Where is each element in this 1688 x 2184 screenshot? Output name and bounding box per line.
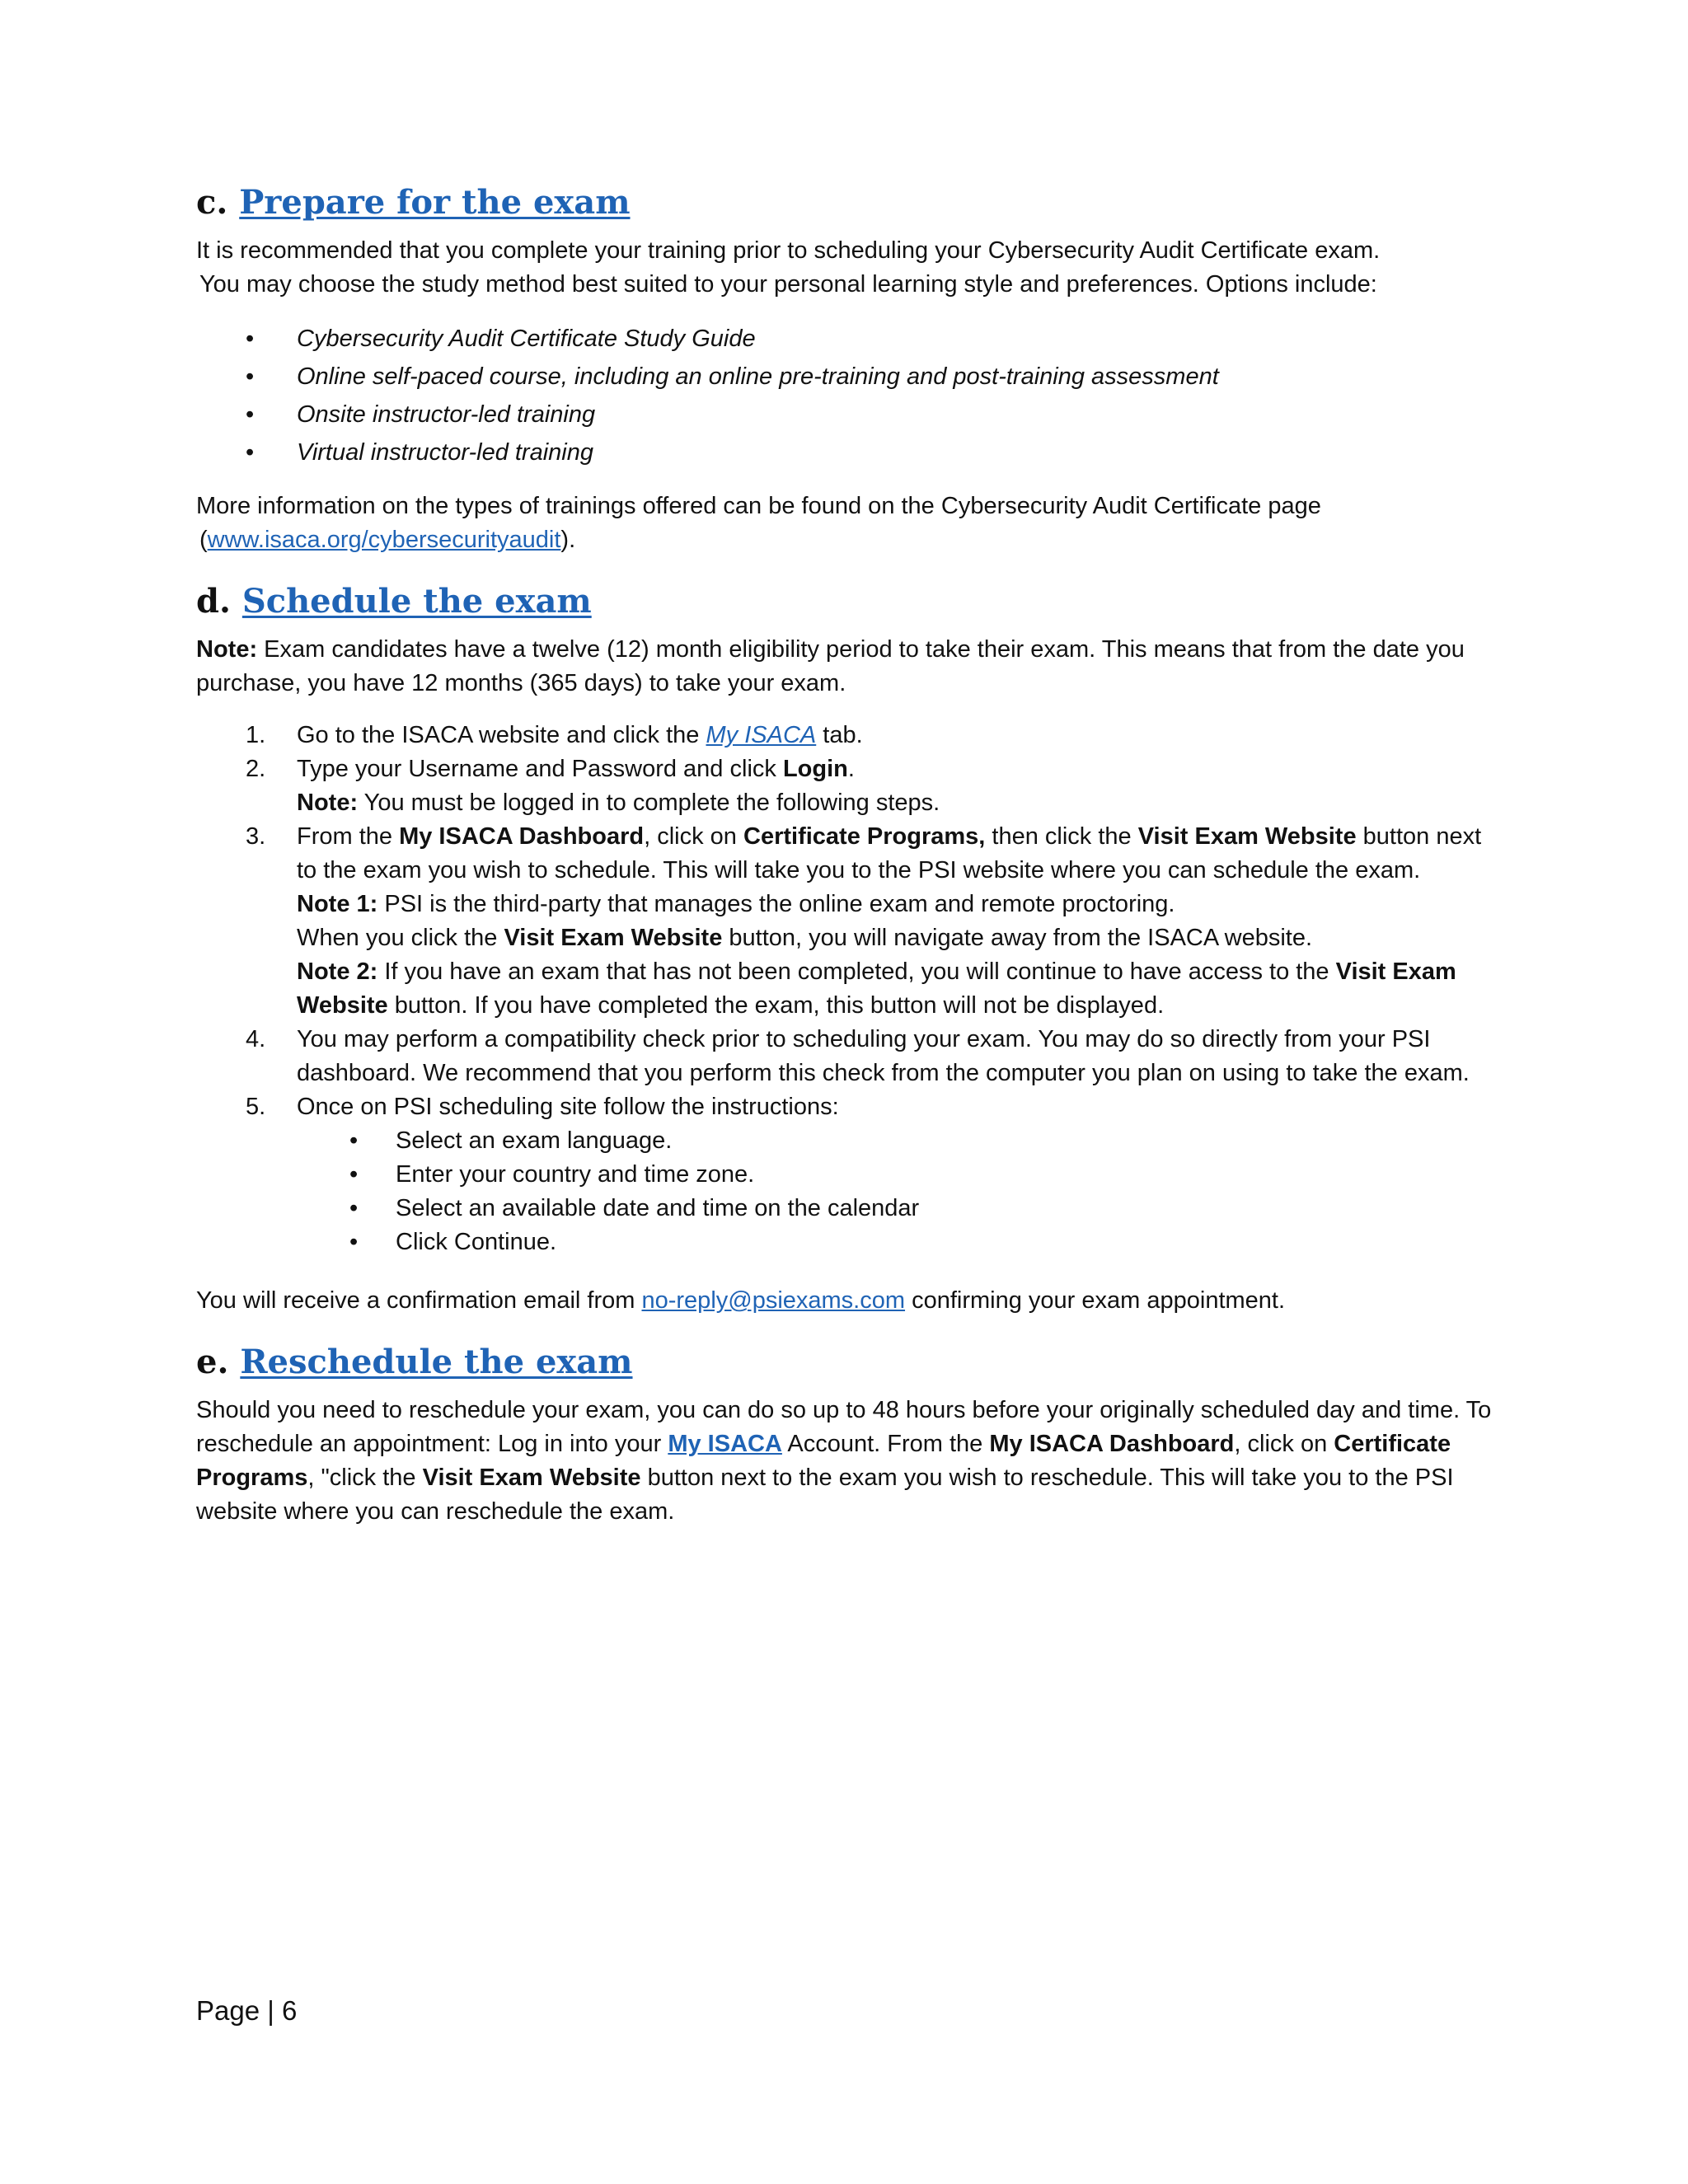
dashboard-label: My ISACA Dashboard xyxy=(989,1431,1235,1457)
certificate-programs-label: Certificate Programs, xyxy=(743,823,986,850)
note-label: Note 1: xyxy=(297,891,378,917)
more-info-link-line xyxy=(196,523,1498,557)
heading-schedule xyxy=(196,582,1498,621)
step-text: From the xyxy=(297,823,400,850)
page-number: Page | 6 xyxy=(196,1995,298,2026)
step-text: Go to the ISACA website and click the xyxy=(297,722,706,748)
step-text: You may perform a compatibility check prior to scheduling your exam. You may do so directly from your PSI dashboard. We recommend that you perform this check from the computer you plan on using to take the exam. xyxy=(297,1026,1470,1086)
step-4 xyxy=(246,1023,1498,1090)
step-text: then click the xyxy=(985,823,1138,850)
confirm-text: You will receive a confirmation email from xyxy=(196,1287,642,1314)
step-text: Type your Username and Password and click xyxy=(297,756,783,782)
visit-exam-website-label: Visit Exam Website xyxy=(1137,823,1357,850)
step-text: button next to the exam you wish to schedule. This will take you to the PSI website where you can schedule the exam. xyxy=(297,823,1482,883)
confirmation-text xyxy=(196,1284,1498,1318)
open-paren: ( xyxy=(199,527,208,553)
schedule-note xyxy=(196,633,1498,701)
close-paren: ). xyxy=(560,527,576,553)
step-2 xyxy=(246,752,1498,820)
list-item: • Enter your country and time zone. xyxy=(396,1158,1498,1192)
step-number: 2. xyxy=(246,756,266,782)
heading-reschedule xyxy=(196,1343,1498,1382)
heading-prefix: e. xyxy=(196,1343,229,1381)
note-label: Note: xyxy=(297,790,359,816)
list-item: • Online self-paced course, including an online pre-training and post-training assessment xyxy=(297,358,1498,396)
dashboard-label: My ISACA Dashboard xyxy=(399,823,645,850)
visit-exam-website-label: Visit Exam Website xyxy=(504,925,723,951)
step-5 xyxy=(246,1090,1498,1259)
step-text: When you click the xyxy=(297,925,504,951)
document-page xyxy=(196,183,1498,1529)
list-item: • Select an available date and time on the calendar xyxy=(396,1192,1498,1226)
step-text: . xyxy=(847,756,855,782)
visit-exam-website-label: Visit Exam Website xyxy=(297,958,1456,1019)
confirm-text: confirming your exam appointment. xyxy=(905,1287,1286,1314)
note-text: PSI is the third-party that manages the online exam and remote proctoring. xyxy=(377,891,1175,917)
prepare-intro-1: It is recommended that you complete your training prior to scheduling your Cybersecurity Audit Certificate exam. xyxy=(196,237,1381,264)
step-number: 5. xyxy=(246,1094,266,1120)
visit-exam-website-label: Visit Exam Website xyxy=(422,1465,641,1491)
step-text: button, you will navigate away from the ISACA website. xyxy=(722,925,1313,951)
prepare-intro-2: You may choose the study method best suited to your personal learning style and preferences. Options include: xyxy=(199,271,1377,298)
step-1 xyxy=(246,719,1498,752)
step-text: , click on xyxy=(644,823,743,850)
schedule-exam-link[interactable]: Schedule the exam xyxy=(241,582,592,621)
step-number: 4. xyxy=(246,1026,266,1052)
reschedule-exam-link[interactable]: Reschedule the exam xyxy=(240,1343,633,1381)
cybersecurity-audit-link[interactable]: www.isaca.org/cybersecurityaudit xyxy=(207,527,561,553)
list-item: • Onsite instructor-led training xyxy=(297,396,1498,434)
step-number: 3. xyxy=(246,823,266,850)
note-text: You must be logged in to complete the following steps. xyxy=(358,790,940,816)
reschedule-text: , "click the xyxy=(307,1465,423,1491)
step-3 xyxy=(246,820,1498,1023)
note-text: Exam candidates have a twelve (12) month eligibility period to take their exam. This means that from the date you purchase, you have 12 months (365 days) to take your exam. xyxy=(196,636,1465,696)
more-info-text: More information on the types of trainings offered can be found on the Cybersecurity Audit Certificate page xyxy=(196,493,1321,519)
my-isaca-tab-link[interactable]: My ISACA xyxy=(706,722,817,748)
reschedule-text: , click on xyxy=(1234,1431,1334,1457)
my-isaca-account-link[interactable]: My ISACA xyxy=(668,1431,782,1457)
certificate-programs-label: Certificate Programs xyxy=(196,1431,1451,1491)
list-item: • Cybersecurity Audit Certificate Study Guide xyxy=(297,320,1498,358)
step-number: 1. xyxy=(246,722,266,748)
note-text: If you have an exam that has not been completed, you will continue to have access to the xyxy=(377,958,1336,985)
step-text: Once on PSI scheduling site follow the instructions: xyxy=(297,1094,839,1120)
reschedule-text: Account. From the xyxy=(781,1431,990,1457)
heading-prefix: c. xyxy=(196,183,228,222)
list-item: • Select an exam language. xyxy=(396,1124,1498,1158)
note-label: Note 2: xyxy=(297,958,378,985)
reschedule-text: button next to the exam you wish to reschedule. This will take you to the PSI website where you can reschedule the exam. xyxy=(196,1465,1454,1525)
reschedule-paragraph xyxy=(196,1394,1498,1529)
heading-prefix: d. xyxy=(196,582,231,621)
psi-email-link[interactable]: no-reply@psiexams.com xyxy=(641,1287,906,1314)
reschedule-text: Should you need to reschedule your exam, you can do so up to 48 hours before your originally scheduled day and time. To reschedule an appointment: Log in into your xyxy=(196,1397,1492,1457)
note-text: button. If you have completed the exam, this button will not be displayed. xyxy=(387,992,1165,1019)
list-item: • Click Continue. xyxy=(396,1226,1498,1259)
login-label: Login xyxy=(782,756,848,782)
heading-prepare xyxy=(196,183,1498,223)
note-label: Note: xyxy=(196,636,258,663)
list-item: • Virtual instructor-led training xyxy=(297,434,1498,471)
prepare-exam-link[interactable]: Prepare for the exam xyxy=(239,183,631,222)
psi-instructions-list xyxy=(297,1124,1498,1259)
step-text: tab. xyxy=(816,722,863,748)
study-options-list xyxy=(196,320,1498,471)
schedule-steps-list xyxy=(196,719,1498,1259)
